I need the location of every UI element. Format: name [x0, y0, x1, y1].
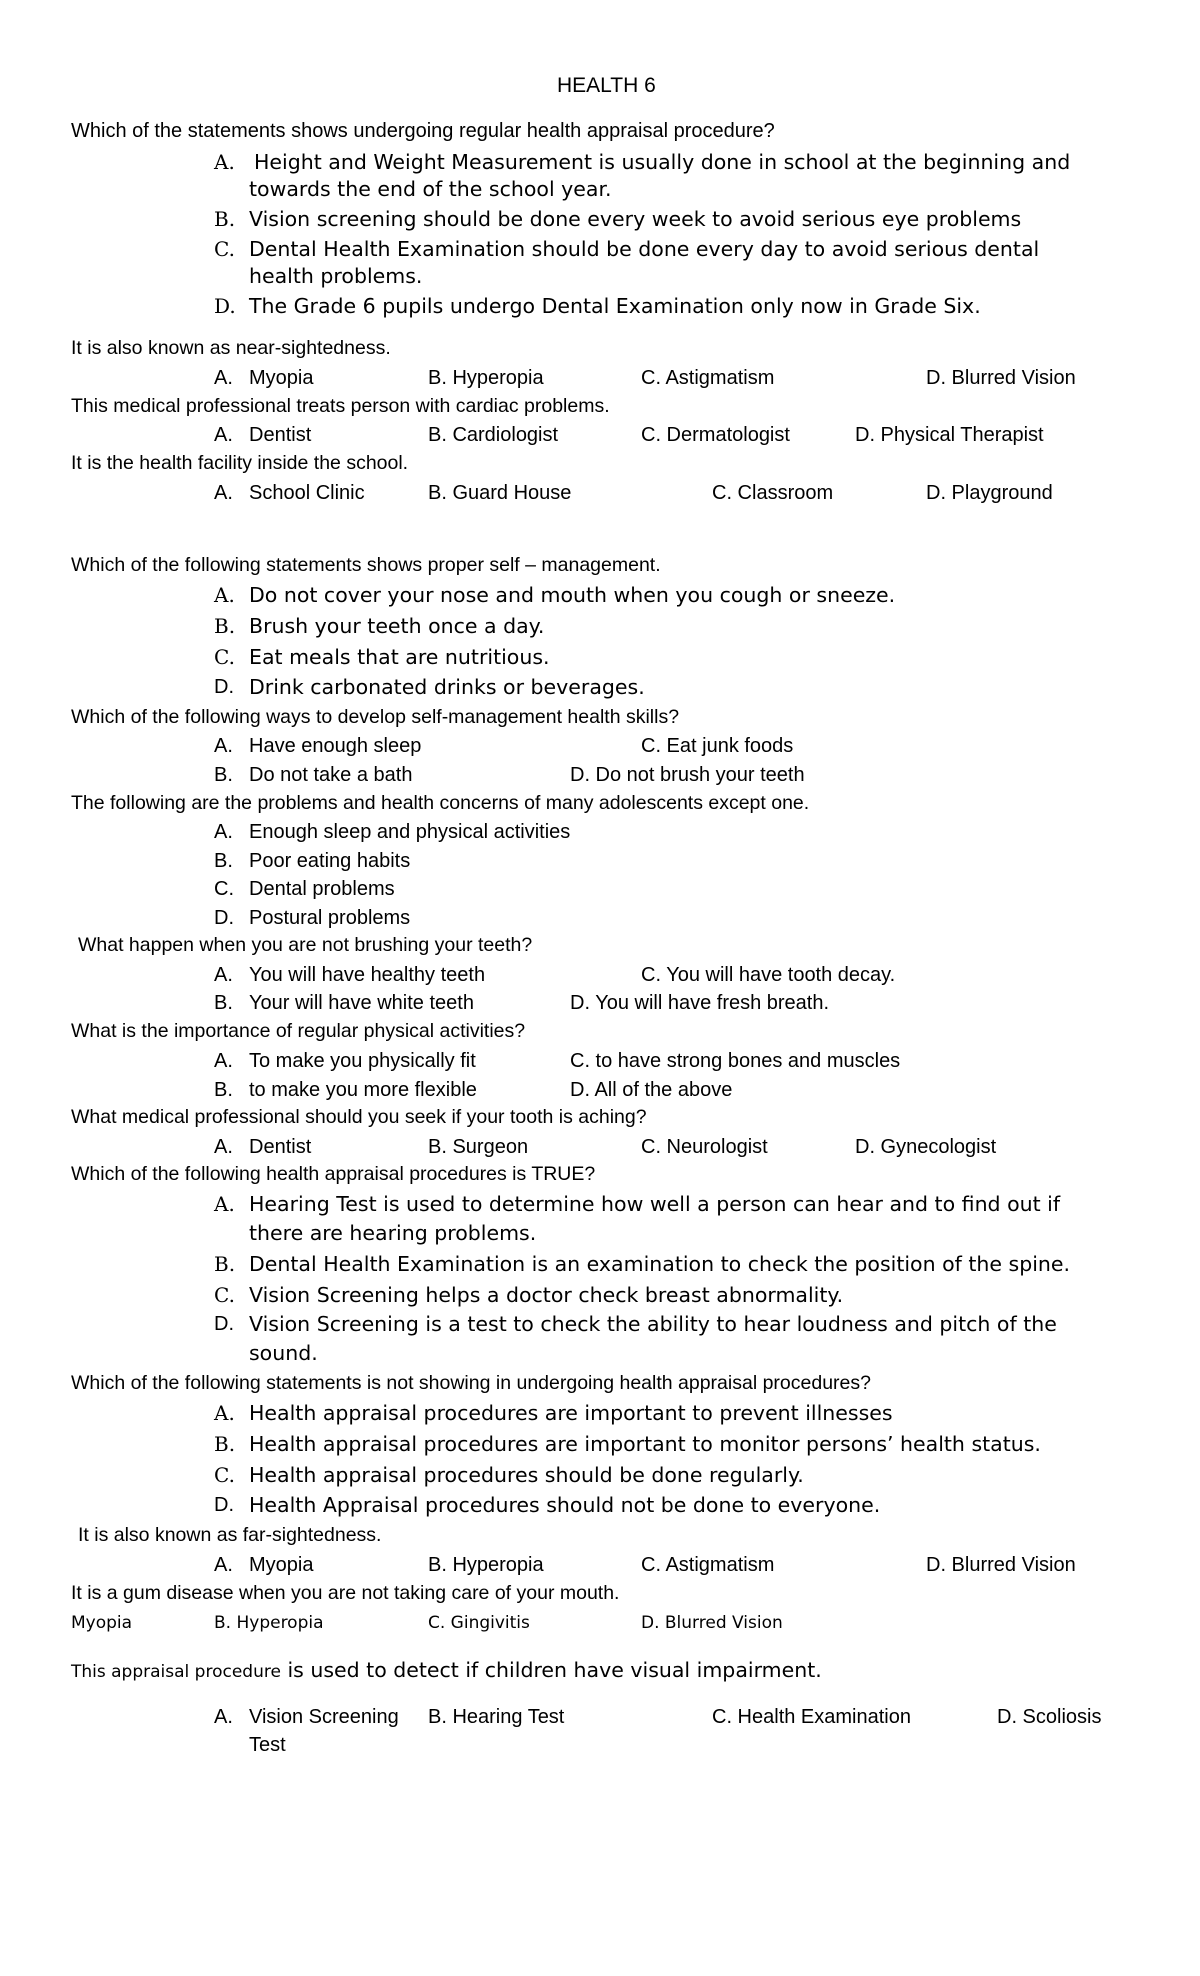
q1-option-c-text: Dental Health Examination should be done every day to avoid serious dental [249, 237, 1040, 261]
q15-option-b: B. Hearing Test [428, 1706, 565, 1728]
question-1-stem: Which of the statements shows undergoing regular health appraisal procedure? [71, 120, 775, 142]
q13-option-b: B. Hyperopia [428, 1554, 544, 1576]
q8-option-d: D. You will have fresh breath. [570, 992, 830, 1014]
q4-option-a-letter: A. [214, 482, 233, 504]
page-title: HEALTH 6 [557, 74, 656, 97]
q15-option-a-text-cont: Test [249, 1734, 286, 1756]
q12-option-d-letter: D. [214, 1494, 234, 1516]
question-10-stem: What medical professional should you seek if your tooth is aching? [71, 1106, 647, 1128]
question-3-stem: This medical professional treats person with cardiac problems. [71, 395, 610, 417]
q6-option-a-letter: A. [214, 735, 233, 757]
question-4-stem: It is the health facility inside the school. [71, 452, 409, 474]
q12-option-a-text: Health appraisal procedures are important to prevent illnesses [249, 1401, 893, 1425]
q1-option-c-text-cont: health problems. [249, 264, 423, 288]
q7-option-a-letter: A. [214, 821, 233, 843]
q5-option-d-text: Drink carbonated drinks or beverages. [249, 675, 645, 699]
q9-option-d: D. All of the above [570, 1079, 733, 1101]
q13-option-d: D. Blurred Vision [926, 1554, 1076, 1576]
question-6-stem: Which of the following ways to develop self-management health skills? [71, 706, 680, 728]
q1-option-b-letter: B. [214, 207, 236, 231]
q11-option-d-text-cont: sound. [249, 1341, 318, 1365]
question-5-stem: Which of the following statements shows proper self – management. [71, 554, 661, 576]
q11-option-a-text: Hearing Test is used to determine how well a person can hear and to find out if [249, 1192, 1061, 1216]
q3-option-b: B. Cardiologist [428, 424, 559, 446]
q6-option-c: C. Eat junk foods [641, 735, 794, 757]
q7-option-c-letter: C. [214, 878, 234, 900]
q14-option-d: D. Blurred Vision [641, 1613, 783, 1633]
q6-option-a-text: Have enough sleep [249, 735, 422, 757]
q13-option-a-text: Myopia [249, 1554, 314, 1576]
q12-option-b-text: Health appraisal procedures are important to monitor persons’ health status. [249, 1432, 1041, 1456]
q8-option-c: C. You will have tooth decay. [641, 964, 896, 986]
q2-option-c: C. Astigmatism [641, 367, 775, 389]
q11-option-d-text: Vision Screening is a test to check the ability to hear loudness and pitch of the [249, 1312, 1057, 1336]
q2-option-b: B. Hyperopia [428, 367, 544, 389]
q7-option-b-text: Poor eating habits [249, 850, 411, 872]
question-11-stem: Which of the following health appraisal procedures is TRUE? [71, 1163, 596, 1185]
q1-option-a-letter: A. [214, 150, 235, 174]
q11-option-a-text-cont: there are hearing problems. [249, 1221, 537, 1245]
q5-option-a-letter: A. [214, 583, 235, 607]
question-14-stem: It is a gum disease when you are not taking care of your mouth. [71, 1582, 620, 1604]
q15-option-a-text: Vision Screening [249, 1706, 399, 1728]
q9-option-c: C. to have strong bones and muscles [570, 1050, 901, 1072]
q5-option-c-letter: C. [214, 645, 235, 669]
q1-option-d-text: The Grade 6 pupils undergo Dental Examination only now in Grade Six. [249, 294, 981, 318]
q6-option-b-letter: B. [214, 764, 233, 786]
q5-option-d-letter: D. [214, 676, 234, 698]
question-7-stem: The following are the problems and health concerns of many adolescents except one. [71, 792, 810, 814]
q13-option-c: C. Astigmatism [641, 1554, 775, 1576]
q12-option-a-letter: A. [214, 1401, 235, 1425]
q15-stem-part-2: is used to detect if children have visual impairment. [280, 1658, 822, 1682]
q3-option-d: D. Physical Therapist [855, 424, 1044, 446]
q8-option-a-text: You will have healthy teeth [249, 964, 486, 986]
q10-option-a-letter: A. [214, 1136, 233, 1158]
q12-option-d-text: Health Appraisal procedures should not be done to everyone. [249, 1493, 881, 1517]
question-15-stem [71, 1659, 822, 1682]
q3-option-c: C. Dermatologist [641, 424, 790, 446]
q1-option-a-text: Height and Weight Measurement is usually done in school at the beginning and [254, 150, 1071, 174]
q2-option-d: D. Blurred Vision [926, 367, 1076, 389]
q1-option-c-letter: C. [214, 237, 235, 261]
q1-option-a-text-cont: towards the end of the school year. [249, 177, 612, 201]
q10-option-b: B. Surgeon [428, 1136, 529, 1158]
q15-option-c: C. Health Examination [712, 1706, 911, 1728]
q15-stem-part-1: This appraisal procedure [71, 1662, 281, 1682]
q10-option-d: D. Gynecologist [855, 1136, 997, 1158]
q11-option-b-letter: B. [214, 1252, 236, 1276]
q7-option-d-text: Postural problems [249, 907, 411, 929]
question-8-stem: What happen when you are not brushing your teeth? [78, 934, 533, 956]
q14-option-b: B. Hyperopia [214, 1613, 324, 1633]
question-13-stem: It is also known as far-sightedness. [78, 1524, 382, 1546]
q12-option-c-letter: C. [214, 1463, 235, 1487]
q8-option-b-text: Your will have white teeth [249, 992, 474, 1014]
q5-option-b-letter: B. [214, 614, 236, 638]
q11-option-d-letter: D. [214, 1313, 234, 1335]
q4-option-c: C. Classroom [712, 482, 834, 504]
q3-option-a-letter: A. [214, 424, 233, 446]
q7-option-d-letter: D. [214, 907, 234, 929]
q4-option-b: B. Guard House [428, 482, 572, 504]
q13-option-a-letter: A. [214, 1554, 233, 1576]
q7-option-b-letter: B. [214, 850, 233, 872]
q10-option-c: C. Neurologist [641, 1136, 768, 1158]
q11-option-c-text: Vision Screening helps a doctor check breast abnormality. [249, 1283, 844, 1307]
q5-option-b-text: Brush your teeth once a day. [249, 614, 545, 638]
q7-option-a-text: Enough sleep and physical activities [249, 821, 571, 843]
question-2-stem: It is also known as near-sightedness. [71, 337, 391, 359]
q6-option-d: D. Do not brush your teeth [570, 764, 805, 786]
q15-option-a-letter: A. [214, 1706, 233, 1728]
q9-option-b-text: to make you more flexible [249, 1079, 477, 1101]
q2-option-a-text: Myopia [249, 367, 314, 389]
q4-option-a-text: School Clinic [249, 482, 365, 504]
question-12-stem: Which of the following statements is not showing in undergoing health appraisal procedures? [71, 1372, 871, 1394]
q3-option-a-text: Dentist [249, 424, 312, 446]
q11-option-a-letter: A. [214, 1192, 235, 1216]
q2-option-a-letter: A. [214, 367, 233, 389]
q1-option-d-letter: D. [214, 294, 236, 318]
q6-option-b-text: Do not take a bath [249, 764, 413, 786]
q9-option-a-text: To make you physically fit [249, 1050, 476, 1072]
q11-option-b-text: Dental Health Examination is an examination to check the position of the spine. [249, 1252, 1071, 1276]
question-9-stem: What is the importance of regular physical activities? [71, 1020, 526, 1042]
q11-option-c-letter: C. [214, 1283, 235, 1307]
q1-option-b-text: Vision screening should be done every week to avoid serious eye problems [249, 207, 1022, 231]
q9-option-b-letter: B. [214, 1079, 233, 1101]
q9-option-a-letter: A. [214, 1050, 233, 1072]
q15-option-d: D. Scoliosis [997, 1706, 1102, 1728]
q7-option-c-text: Dental problems [249, 878, 395, 900]
q10-option-a-text: Dentist [249, 1136, 312, 1158]
q14-option-c: C. Gingivitis [428, 1613, 530, 1633]
q5-option-c-text: Eat meals that are nutritious. [249, 645, 550, 669]
q12-option-c-text: Health appraisal procedures should be done regularly. [249, 1463, 804, 1487]
q8-option-b-letter: B. [214, 992, 233, 1014]
q14-option-a: Myopia [71, 1613, 133, 1633]
q8-option-a-letter: A. [214, 964, 233, 986]
q12-option-b-letter: B. [214, 1432, 236, 1456]
q4-option-d: D. Playground [926, 482, 1053, 504]
q5-option-a-text: Do not cover your nose and mouth when you cough or sneeze. [249, 583, 896, 607]
